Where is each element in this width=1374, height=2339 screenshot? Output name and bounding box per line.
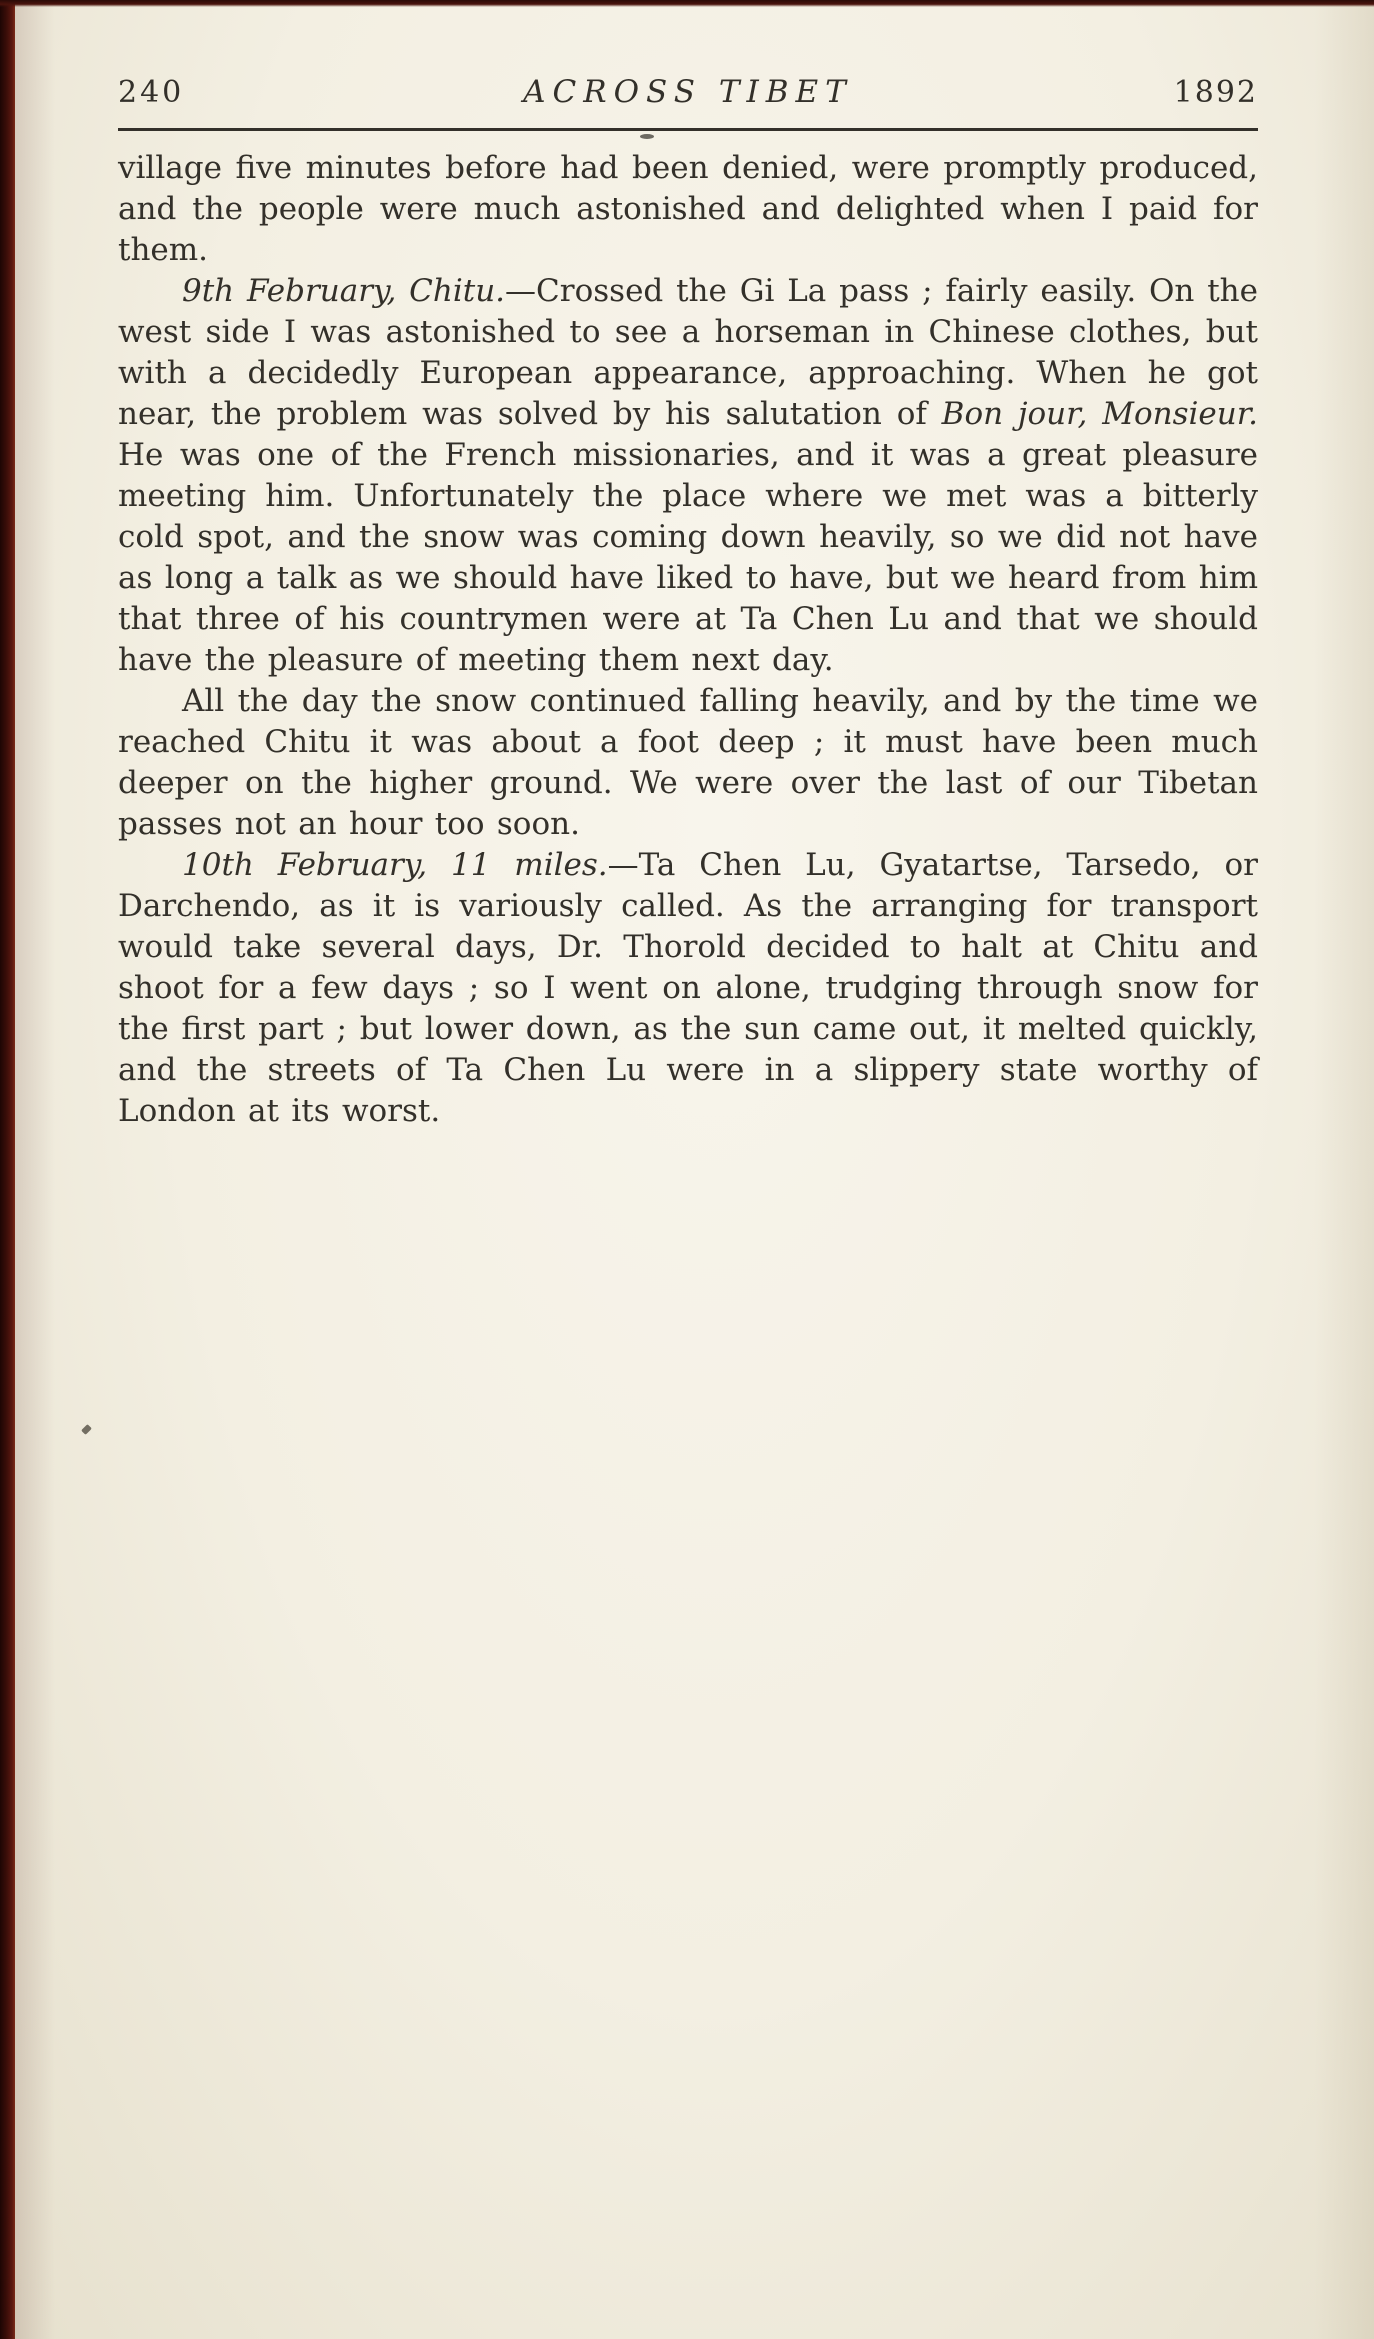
- text-run: All the day the snow continued falling heavily, and by the time we reached Chitu it was about a foot deep ; it must have been much deeper on the higher ground. We were over the last of our Tibetan passes not an hour too soon.: [118, 683, 1258, 842]
- header-rule: [118, 128, 1258, 131]
- page-top-edge-shadow: [0, 0, 1374, 7]
- book-binding-edge: [0, 0, 15, 2339]
- body-text: [118, 148, 1258, 1132]
- text-run: —Ta Chen Lu, Gyatartse, Tarsedo, or Darchendo, as it is variously called. As the arranging for transport would take several days, Dr. Thorold decided to halt at Chitu and shoot for a few days ; so I went on alone, trudging through snow for the first part ; but lower down, as the sun came out, it melted quickly, and the streets of Ta Chen Lu were in a slippery state worthy of London at its worst.: [118, 847, 1258, 1129]
- italic-run: Bon jour, Monsieur.: [941, 396, 1259, 432]
- ink-speck: [81, 1424, 92, 1435]
- paragraph: [118, 845, 1258, 1132]
- header-center: [523, 74, 853, 110]
- ink-smudge: [640, 134, 654, 139]
- italic-run: 10th February, 11 miles.: [182, 847, 608, 883]
- page-header: [118, 74, 1258, 110]
- page-number: 240: [118, 75, 185, 110]
- header-year: 1892: [1173, 75, 1258, 110]
- paragraph: [118, 271, 1258, 681]
- paragraph: [118, 148, 1258, 271]
- italic-run: 9th February, Chitu.: [182, 273, 506, 309]
- text-run: village five minutes before had been denied, were promptly produced, and the people were much astonished and delighted when I paid for them.: [118, 150, 1258, 268]
- paragraph: [118, 681, 1258, 845]
- text-run: —Crossed the Gi La pass ; fairly easily. On the west side I was astonished to see a horseman in Chinese clothes, but with a decidedly European appearance, approaching. When he got near, the problem was solved by his salutation of: [118, 273, 1258, 432]
- header-right: [853, 75, 1258, 110]
- running-title: ACROSS TIBET: [523, 74, 853, 110]
- text-run: He was one of the French missionaries, and it was a great pleasure meeting him. Unfortunately the place where we met was a bitterly cold spot, and the snow was coming down heavily, so we did not have as long a talk as we should have liked to have, but we heard from him that three of his countrymen were at Ta Chen Lu and that we should have the pleasure of meeting them next day.: [118, 437, 1258, 678]
- header-left: [118, 75, 523, 110]
